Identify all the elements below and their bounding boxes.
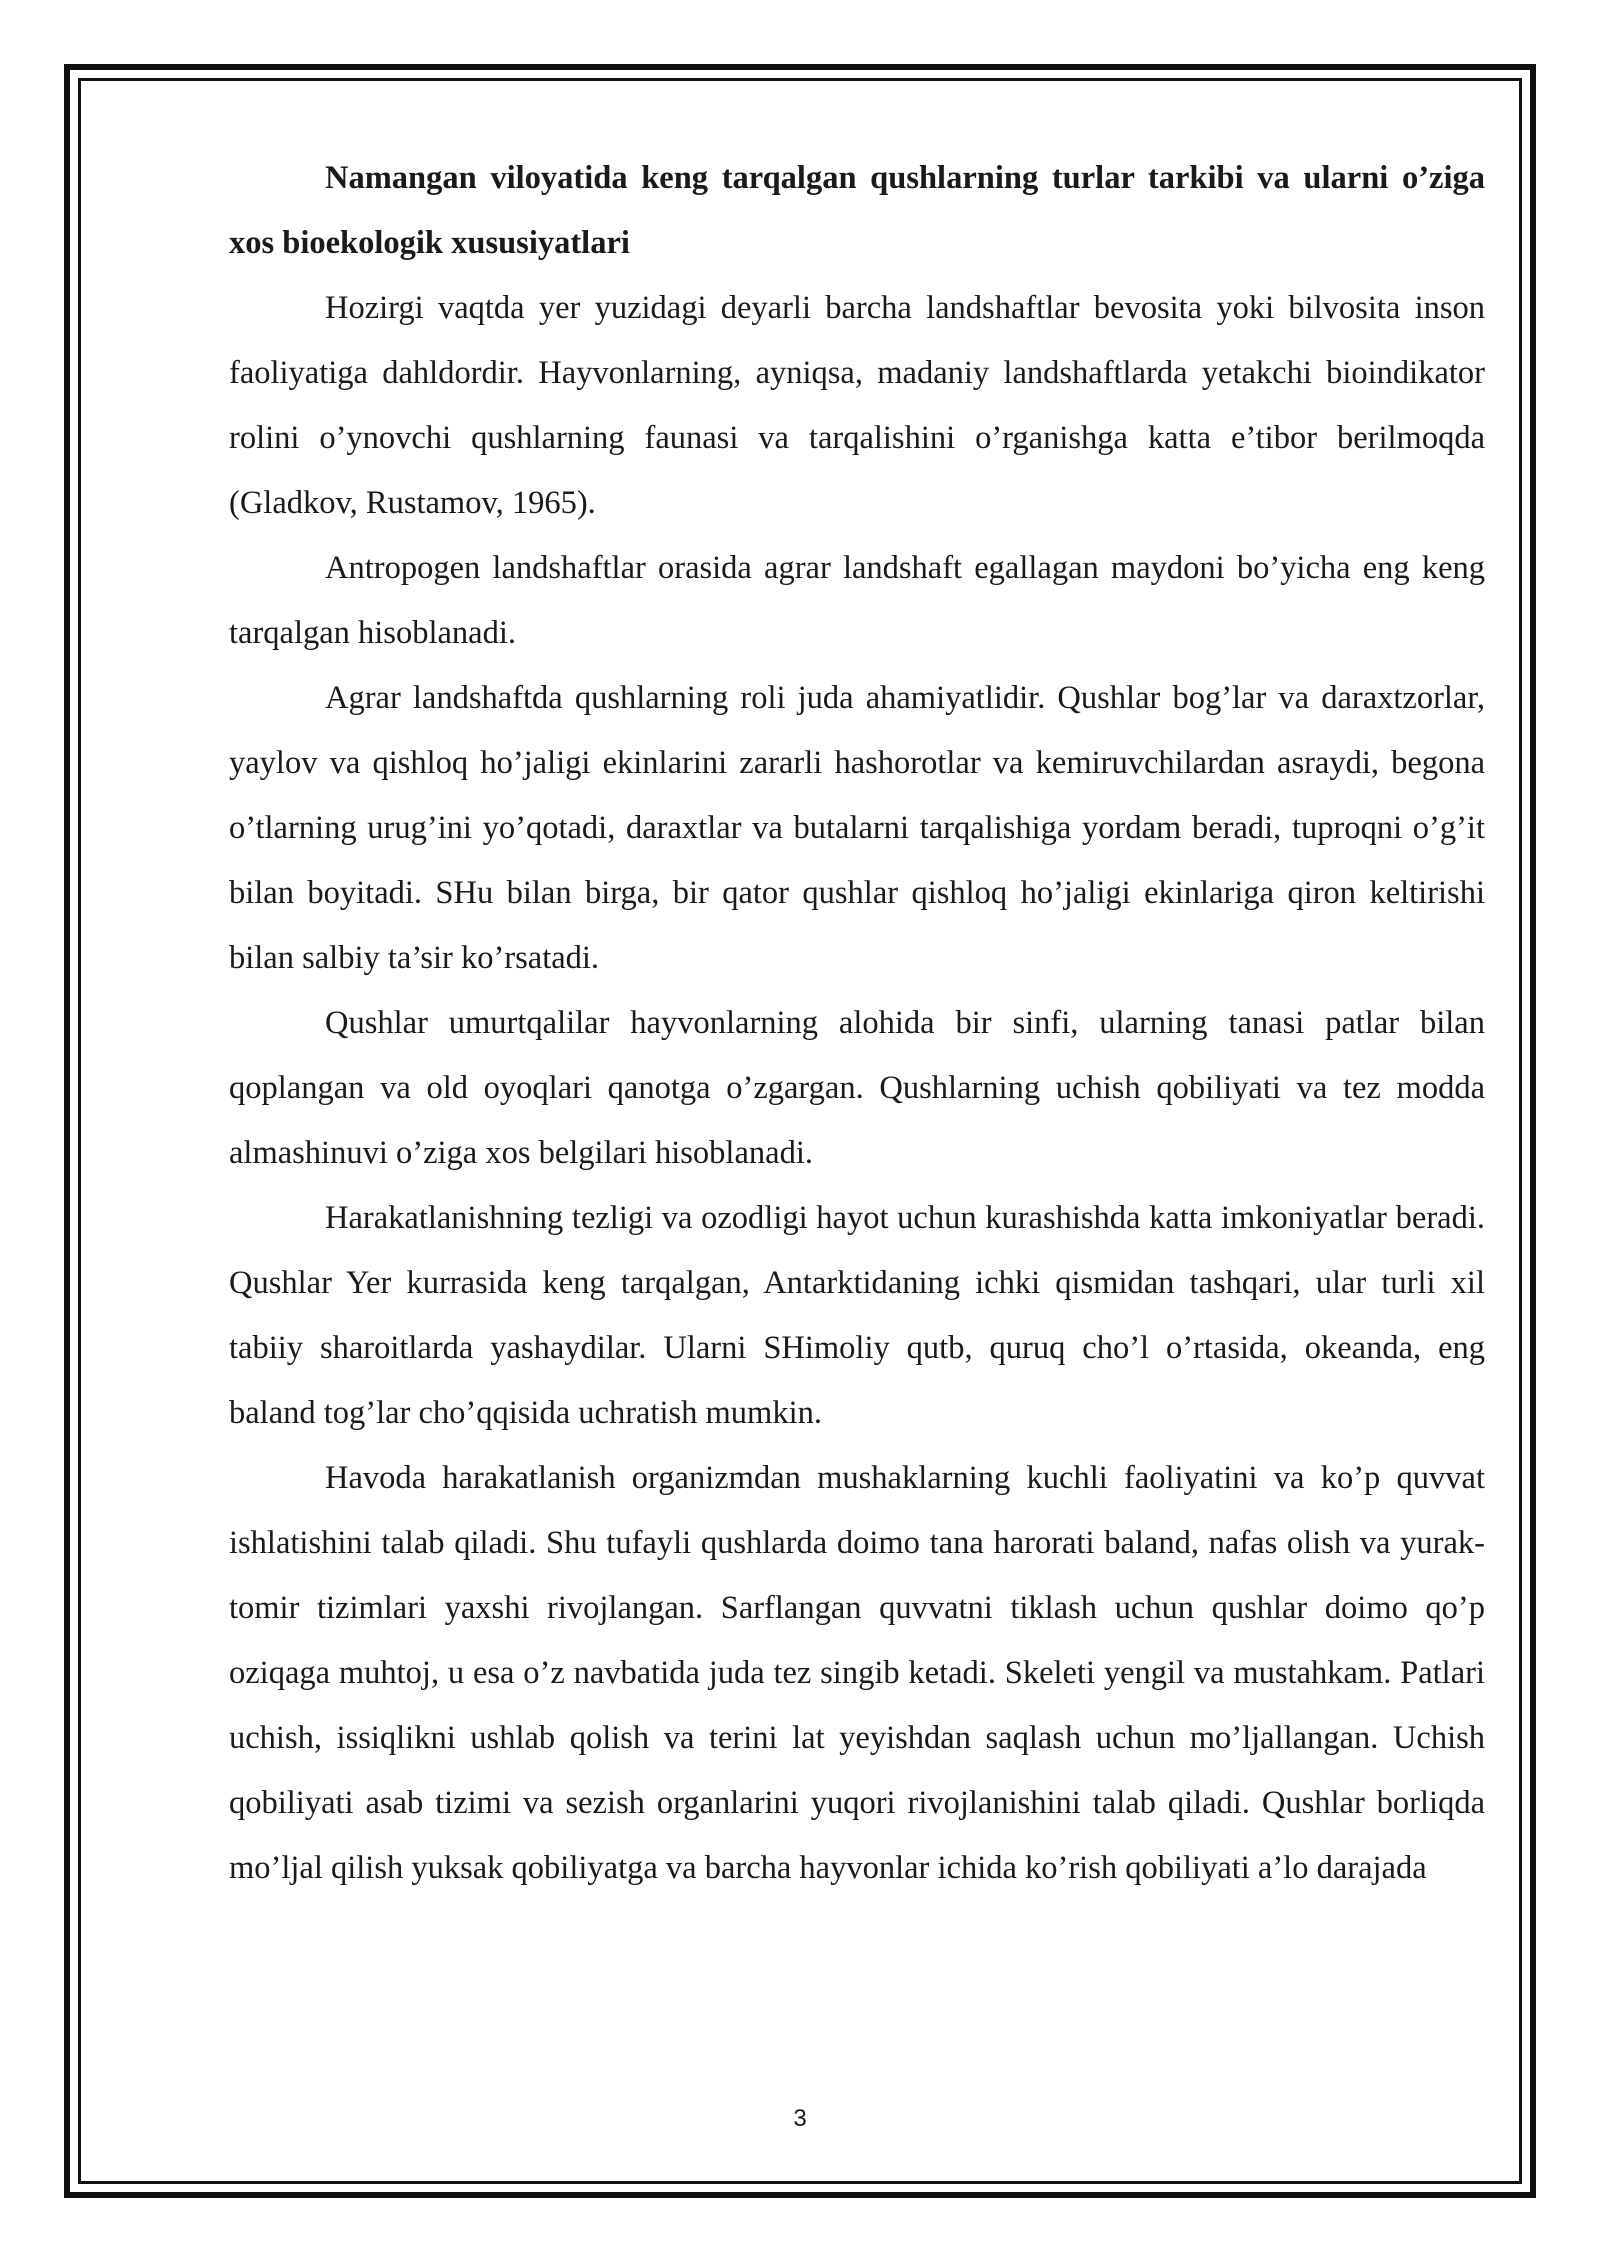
paragraph-3: Agrar landshaftda qushlarning roli juda ahamiyatlidir. Qushlar bog’lar va daraxtzorlar, yaylov va qishloq ho’jaligi ekinlarini zararli hashorotlar va kemiruvchilardan asraydi, begona o’tlarning urug’ini yo’qotadi, daraxtlar va butalarni tarqalishiga yordam beradi, tuproqni o’g’it bilan boyitadi. SHu bilan birga, bir qator qushlar qishloq ho’jaligi ekinlariga qiron keltirishi bilan salbiy ta’sir ko’rsatadi. <box>229 680 1485 976</box>
paragraph-5: Harakatlanishning tezligi va ozodligi hayot uchun kurashishda katta imkoniyatlar beradi. Qushlar Yer kurrasida keng tarqalgan, Antarktidaning ichki qismidan tashqari, ular turli xil tabiiy sharoitlarda yashaydilar. Ularni SHimoliy qutb, quruq cho’l o’rtasida, okeanda, eng baland tog’lar cho’qqisida uchratish mumkin. <box>229 1200 1485 1431</box>
document-body <box>229 146 1485 1901</box>
page-number: 3 <box>793 2105 807 2132</box>
paragraph-6: Havoda harakatlanish organizmdan mushaklarning kuchli faoliyatini va ko’p quvvat ishlatishini talab qiladi. Shu tufayli qushlarda doimo tana harorati baland, nafas olish va yurak-tomir tizimlari yaxshi rivojlangan. Sarflangan quvvatni tiklash uchun qushlar doimo qo’p oziqaga muhtoj, u esa o’z navbatida juda tez singib ketadi. Skeleti yengil va mustahkam. Patlari uchish, issiqlikni ushlab qolish va terini lat yeyishdan saqlash uchun mo’ljallangan. Uchish qobiliyati asab tizimi va sezish organlarini yuqori rivojlanishini talab qiladi. Qushlar borliqda mo’ljal qilish yuksak qobiliyatga va barcha hayvonlar ichida ko’rish qobiliyati a’lo darajada <box>229 1460 1485 1886</box>
document-title: Namangan viloyatida keng tarqalgan qushlarning turlar tarkibi va ularni o’ziga xos bioekologik xususiyatlari <box>229 160 1485 261</box>
paragraph-4: Qushlar umurtqalilar hayvonlarning alohida bir sinfi, ularning tanasi patlar bilan qoplangan va old oyoqlari qanotga o’zgargan. Qushlarning uchish qobiliyati va tez modda almashinuvi o’ziga xos belgilari hisoblanadi. <box>229 1005 1485 1171</box>
paragraph-1: Hozirgi vaqtda yer yuzidagi deyarli barcha landshaftlar bevosita yoki bilvosita inson faoliyatiga dahldordir. Hayvonlarning, ayniqsa, madaniy landshaftlarda yetakchi bioindikator rolini o’ynovchi qushlarning faunasi va tarqalishini o’rganishga katta e’tibor berilmoqda (Gladkov, Rustamov, 1965). <box>229 290 1485 521</box>
paragraph-2: Antropogen landshaftlar orasida agrar landshaft egallagan maydoni bo’yicha eng keng tarqalgan hisoblanadi. <box>229 550 1485 651</box>
